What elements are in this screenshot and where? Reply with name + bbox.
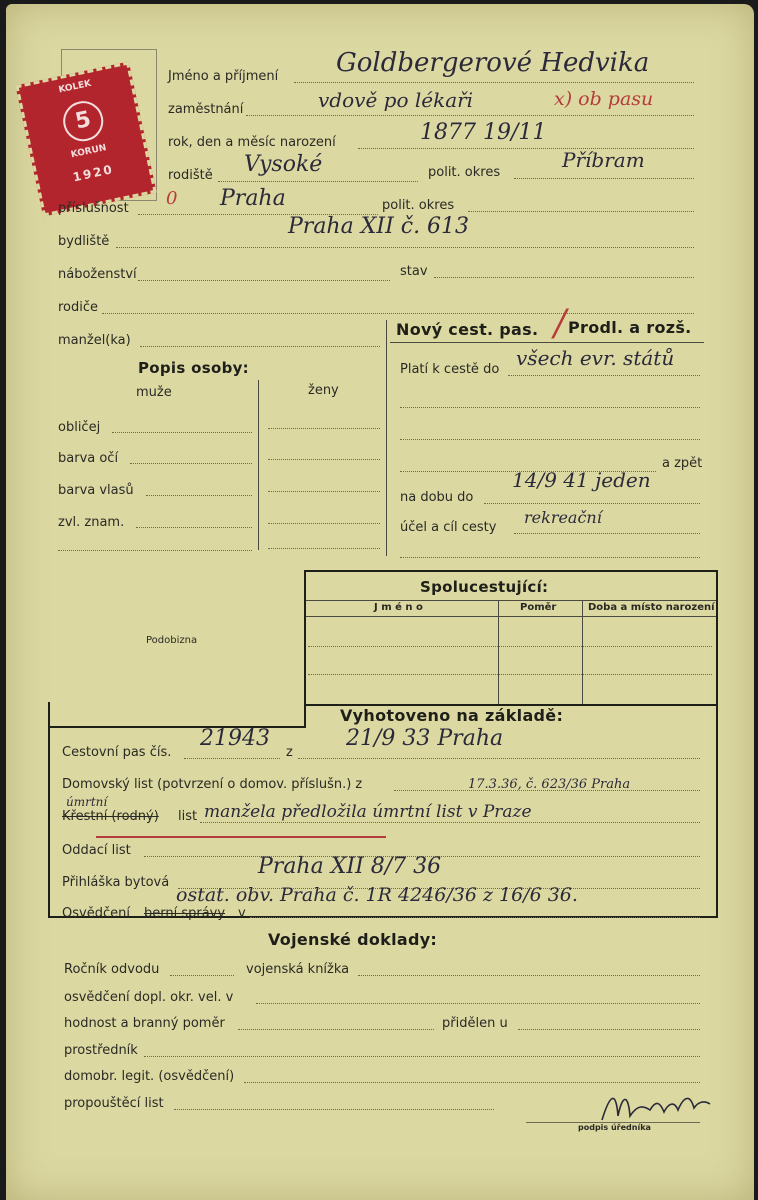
dotted-line xyxy=(434,277,694,278)
dotted-line xyxy=(58,550,252,551)
pas-na-dobu-value: 14/9 41 jeden xyxy=(512,468,651,492)
dotted-line xyxy=(308,674,712,675)
value-zamestnani-red: x) ob pasu xyxy=(554,88,654,110)
dotted-line xyxy=(146,495,252,496)
table-col-divider xyxy=(582,600,583,704)
dotted-line xyxy=(102,313,694,314)
dotted-line xyxy=(170,975,234,976)
value-osvedceni: ostat. obv. Praha č. 1R 4246/36 z 16/6 36. xyxy=(176,884,578,906)
label-list: list xyxy=(178,809,198,824)
value-rodiste: Vysoké xyxy=(244,152,323,177)
pas-plati-label: Platí k cestě do xyxy=(400,362,500,377)
dotted-line xyxy=(268,428,380,429)
spolucestujici-col-jmeno: J m é n o xyxy=(374,602,423,613)
spolucestujici-col-doba: Doba a místo narození xyxy=(588,602,715,613)
spolucestujici-title: Spolucestující: xyxy=(420,578,549,596)
value-list: manžela předložila úmrtní list v Praze xyxy=(204,802,532,822)
dotted-line xyxy=(250,917,700,918)
form-paper xyxy=(6,4,754,1200)
dotted-line xyxy=(514,533,700,534)
value-prislusnost-red: 0 xyxy=(166,188,178,209)
label-prihlaska: Přihláška bytová xyxy=(62,875,170,890)
popis-row-label: obličej xyxy=(58,420,101,435)
red-slash-mark: / xyxy=(554,303,567,344)
value-narozeni: 1877 19/11 xyxy=(420,120,547,145)
dotted-line xyxy=(268,548,380,549)
dotted-line xyxy=(246,115,694,116)
popis-zeny: ženy xyxy=(308,383,339,398)
dotted-line xyxy=(508,375,700,376)
box-step-rule xyxy=(304,702,306,728)
value-umrtni: úmrtní xyxy=(66,795,108,809)
dotted-line xyxy=(298,758,700,759)
pas-header-novy: Nový cest. pas. xyxy=(396,320,539,339)
popis-title: Popis osoby: xyxy=(138,359,249,377)
dotted-line xyxy=(514,178,694,179)
label-rodiste: rodiště xyxy=(168,168,213,183)
dotted-line xyxy=(138,280,390,281)
dotted-line xyxy=(244,1082,700,1083)
dotted-line xyxy=(294,82,694,83)
dotted-line xyxy=(184,758,280,759)
label-narozeni: rok, den a měsíc narození xyxy=(168,135,336,150)
label-cestovni: Cestovní pas čís. xyxy=(62,745,172,760)
label-domobr: domobr. legit. (osvědčení) xyxy=(64,1069,235,1084)
value-jmeno: Goldbergerové Hedvika xyxy=(336,48,650,78)
dotted-line xyxy=(468,211,694,212)
pas-header-rule xyxy=(390,342,704,343)
podpis-label: podpis úředníka xyxy=(578,1123,651,1132)
dotted-line xyxy=(308,646,712,647)
label-osvedceni-v: v xyxy=(238,906,246,921)
value-prihlaska: Praha XII 8/7 36 xyxy=(258,854,442,879)
pas-a-zpet: a zpět xyxy=(662,456,703,471)
label-prislusnost: příslušnost xyxy=(58,201,129,216)
label-knizka: vojenská knížka xyxy=(246,962,350,977)
dotted-line xyxy=(130,463,252,464)
stamp-mid-text: KORUN xyxy=(70,143,108,161)
table-rule xyxy=(306,616,716,617)
spolucestujici-col-pomer: Poměr xyxy=(520,602,557,613)
label-rocnik: Ročník odvodu xyxy=(64,962,160,977)
label-osvedceni: Osvědčení xyxy=(62,906,130,921)
popis-divider xyxy=(258,380,259,550)
dotted-line xyxy=(218,181,418,182)
label-berni-sprava: berní správy xyxy=(144,906,226,921)
value-prislusnost: Praha xyxy=(220,186,286,211)
value-bydliste: Praha XII č. 613 xyxy=(288,214,470,239)
vyhotoveno-title: Vyhotoveno na základě: xyxy=(340,706,564,725)
label-nabozenstvi: náboženství xyxy=(58,267,137,282)
value-zamestnani: vdově po lékaři xyxy=(318,88,474,112)
popis-row-label: zvl. znam. xyxy=(58,515,125,530)
dotted-line xyxy=(174,1109,494,1110)
dotted-line xyxy=(400,557,700,558)
column-divider xyxy=(386,320,387,556)
label-polit-okres-2: polit. okres xyxy=(382,198,455,213)
pas-na-dobu-label: na dobu do xyxy=(400,490,474,505)
label-polit-okres: polit. okres xyxy=(428,165,501,180)
label-manzel: manžel(ka) xyxy=(58,333,131,348)
popis-row-label: barva očí xyxy=(58,451,119,466)
dotted-line xyxy=(140,346,380,347)
popis-muze: muže xyxy=(136,385,172,400)
stamp-value: 5 xyxy=(60,97,107,144)
red-underline xyxy=(96,836,386,838)
vojenske-title: Vojenské doklady: xyxy=(268,930,438,949)
label-hodnost: hodnost a branný poměr xyxy=(64,1016,225,1031)
dotted-line xyxy=(400,407,700,408)
pas-ucel-label: účel a cíl cesty xyxy=(400,520,497,535)
label-domovsky: Domovský list (potvrzení o domov. příslušn.) z xyxy=(62,777,363,792)
dotted-line xyxy=(358,975,700,976)
popis-row-label: barva vlasů xyxy=(58,483,134,498)
label-bydliste: bydliště xyxy=(58,234,110,249)
dotted-line xyxy=(112,432,252,433)
label-oddaci: Oddací list xyxy=(62,843,131,858)
value-domovsky: 17.3.36, č. 623/36 Praha xyxy=(468,777,631,792)
dotted-line xyxy=(400,439,700,440)
dotted-line xyxy=(268,523,380,524)
podobizna-label: Podobizna xyxy=(146,635,198,646)
label-propousteci: propouštěcí list xyxy=(64,1096,164,1111)
dotted-line xyxy=(518,1029,700,1030)
label-rodice: rodiče xyxy=(58,300,99,315)
pas-header-prodl: Prodl. a rozš. xyxy=(568,318,692,337)
pas-plati-value: všech evr. států xyxy=(516,346,675,370)
table-rule xyxy=(306,600,716,601)
dotted-line xyxy=(268,459,380,460)
value-polit-okres: Příbram xyxy=(562,148,645,172)
table-col-divider xyxy=(498,600,499,704)
value-cestovni-date: 21/9 33 Praha xyxy=(346,726,504,751)
value-cestovni: 21943 xyxy=(200,726,270,751)
dotted-line xyxy=(484,503,700,504)
label-z: z xyxy=(286,745,293,760)
dotted-line xyxy=(256,1003,700,1004)
dotted-line xyxy=(200,822,700,823)
stamp-year: 1920 xyxy=(71,162,115,185)
label-pridelen: přidělen u xyxy=(442,1016,508,1031)
stamp-top-text: KOLEK xyxy=(57,78,93,96)
dotted-line xyxy=(238,1029,434,1030)
official-signature xyxy=(598,1086,718,1126)
dotted-line xyxy=(116,247,694,248)
dotted-line xyxy=(136,527,252,528)
label-zamestnani: zaměstnání xyxy=(168,102,244,117)
dotted-line xyxy=(144,1056,700,1057)
label-krestni: Křestní (rodný) xyxy=(62,809,159,824)
label-stav: stav xyxy=(400,264,428,279)
label-jmeno: Jméno a příjmení xyxy=(168,69,279,84)
dotted-line xyxy=(268,491,380,492)
pas-ucel-value: rekreační xyxy=(524,508,602,527)
label-osvedceni-dopl: osvědčení dopl. okr. vel. v xyxy=(64,990,234,1005)
label-prostrednik: prostředník xyxy=(64,1043,138,1058)
